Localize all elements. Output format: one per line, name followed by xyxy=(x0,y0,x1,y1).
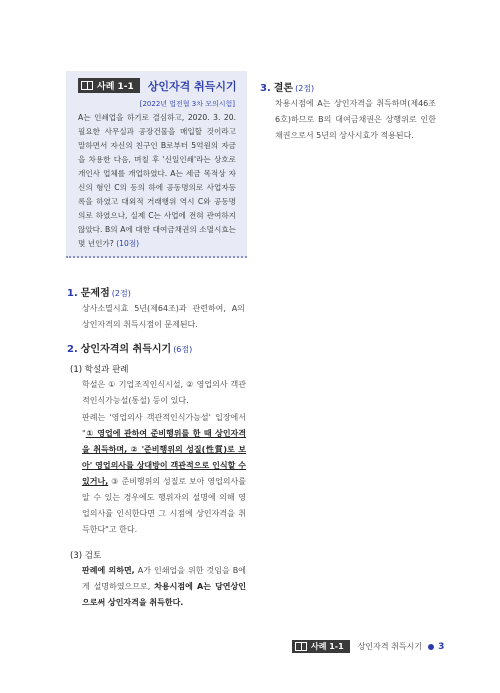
sub-heading-theory: (1) 학설과 판례 xyxy=(70,365,129,375)
case-body xyxy=(78,111,236,251)
case-box xyxy=(66,71,247,258)
section-1-body: 상사소멸시효 5년(제64조)과 관련하여, A의 상인자격의 취득시점이 문제된다. xyxy=(82,304,245,329)
section-1-title: 문제점 xyxy=(80,288,110,299)
section-2-number: 2. xyxy=(67,344,78,355)
section-2-title: 상인자격의 취득시기 xyxy=(80,344,172,355)
precedent-text-a: 판례는 '영업의사 객관적인식가능설' 입장에서 " xyxy=(82,413,246,438)
review-text-a: 판례에 의하면, xyxy=(82,566,135,575)
precedent-paragraph xyxy=(82,410,246,538)
section-3-heading xyxy=(260,79,314,94)
footer-book-icon xyxy=(295,642,307,651)
review-text-b: A가 인쇄업을 위한 것임을 B에게 설명하였으므로, xyxy=(82,566,246,591)
section-1-heading xyxy=(67,284,131,299)
section-2-points: (6점) xyxy=(173,345,193,354)
case-source: [2022년 법전협 3차 모의시험] xyxy=(139,100,235,108)
page-footer xyxy=(292,640,444,653)
section-1-number: 1. xyxy=(67,288,78,299)
footer-tag xyxy=(292,640,350,653)
case-header xyxy=(78,77,237,94)
footer-dot-icon xyxy=(428,644,434,650)
section-3-title: 결론 xyxy=(273,83,294,94)
case-title: 상인자격 취득시기 xyxy=(147,79,237,93)
case-points: (10점) xyxy=(116,239,140,248)
case-tag xyxy=(78,78,140,93)
precedent-text-c: ③ 준비행위의 성질로 보아 영업의사를 알 수 있는 경우에도 행위자의 설명에 의해 영업의사를 인식한다면 그 시점에 상인자격을 취득한다"고 한다. xyxy=(82,477,246,534)
section-3-body: 차용시점에 A는 상인자격을 취득하며(제46조 6호)하므로 B의 대여금채권은 상행위로 인한 채권으로서 5년의 상사시효가 적용된다. xyxy=(275,99,436,140)
footer-tag-label: 사례 1-1 xyxy=(311,642,344,651)
page-number: 3 xyxy=(438,641,445,652)
case-body-text: A는 인쇄업을 하기로 결심하고, 2020. 3. 20. 필요한 사무실과 공장건물을 매입할 것이라고 말하면서 자신의 친구인 B로부터 5억원의 자금을 차용한 다음, 며칠 후 '신일인쇄'라는 상호로 개인사 업체를 개업하였다. A는 세금 목적상 자신의 형인 C의 동의 하에 공동명의로 사업자등록을 하였고 대외적 거래행위 역시 C와 공동명의로 하였으나, 실제 C는 사업에 전혀 관여하지 않았다. B의 A에 대한 대여금채권의 소멸시효는 몇 년인가? xyxy=(78,113,236,248)
review-text-c: 차용시점에 A는 당연상인으로써 상인자격을 취득한다. xyxy=(82,582,246,607)
section-2-heading xyxy=(67,340,192,355)
section-3-points: (2점) xyxy=(295,84,315,93)
section-1-points: (2점) xyxy=(111,289,131,298)
footer-title: 상인자격 취득시기 xyxy=(357,642,423,651)
precedent-text-b: ① 영업에 관하여 준비행위를 한 때 상인자격을 취득하며, ② '준비행위의 성질(性質)로 보아' 영업의사를 상대방이 객관적으로 인식할 수 있거나, xyxy=(82,429,246,486)
case-tag-label: 사례 1-1 xyxy=(97,82,134,92)
section-3-number: 3. xyxy=(260,83,271,94)
review-paragraph xyxy=(82,563,246,611)
book-icon xyxy=(81,81,93,90)
theory-paragraph: 학설은 ① 기업조직인식시설, ② 영업의사 객관적인식가능설(통설) 등이 있다. xyxy=(82,380,246,405)
sub-heading-review: (3) 검토 xyxy=(70,551,102,561)
